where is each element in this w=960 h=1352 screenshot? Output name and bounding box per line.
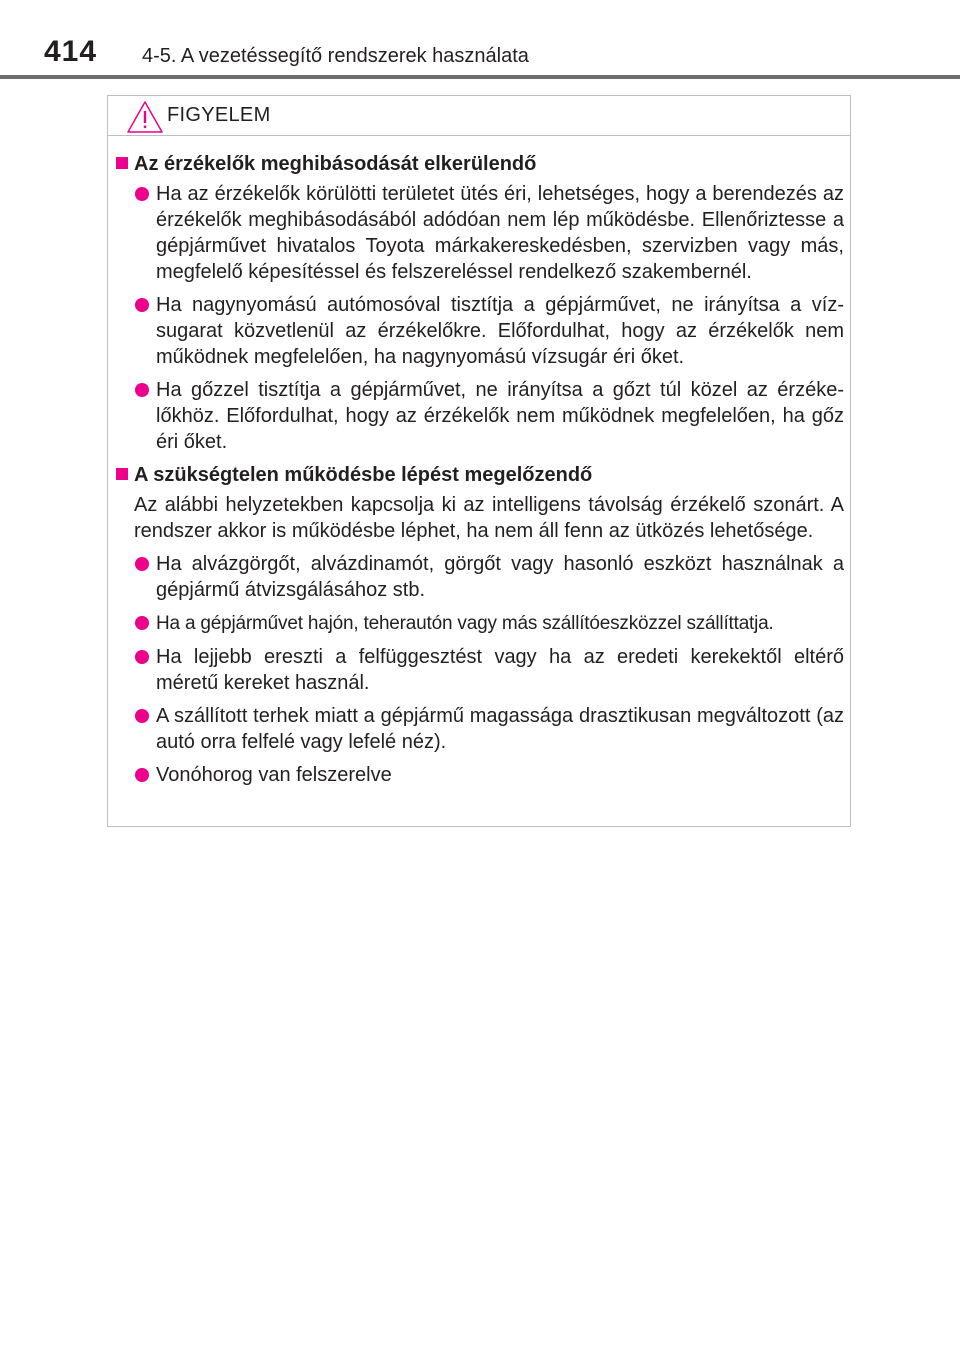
section-heading-text: Az érzékelők meghibásodását elkerülendő [134, 153, 537, 175]
round-bullet-icon [135, 383, 149, 397]
list-item-text: Ha a gépjárművet hajón, teherautón vagy más szállítóeszközzel szállíttatja. [156, 613, 774, 634]
list-item-text: A szállított terhek miatt a gépjármű magassága drasztikusan megváltozott (az autó orra felfelé vagy lefelé néz). [156, 705, 844, 753]
list-item [114, 181, 844, 285]
square-bullet-icon [116, 157, 128, 169]
warning-label: FIGYELEM [167, 104, 271, 126]
page-number: 414 [44, 35, 98, 68]
list-item-text: Ha lejjebb ereszti a felfüggesztést vagy ha az eredeti kerekektől eltérő méretű kereket használ. [156, 646, 844, 694]
round-bullet-icon [135, 709, 149, 723]
section-heading-text: A szükségtelen működésbe lépést megelőzendő [134, 464, 593, 486]
section-heading [114, 151, 844, 177]
warning-content [114, 151, 844, 795]
list-item-text: Ha gőzzel tisztítja a gépjárművet, ne irányítsa a gőzt túl közel az érzékelőkhöz. Előfordulhat, hogy az érzékelők nem működnek megfelelően, ha gőz éri őket. [156, 379, 844, 453]
section-heading [114, 462, 844, 488]
list-item-text: Ha az érzékelők körülötti területet ütés éri, lehetséges, hogy a berendezés az érzékelők meghibásodásából adódóan nem lép működésbe. Ellenőriztesse a gépjárművet hivatalos Toyota márkakereskedésben, szervizben vagy más, megfelelő képesítéssel és felszereléssel rendelkező szakembernél. [156, 183, 844, 283]
round-bullet-icon [135, 298, 149, 312]
page-header [0, 0, 960, 80]
round-bullet-icon [135, 650, 149, 664]
section-intro: Az alábbi helyzetekben kapcsolja ki az intelligens távolság érzékelő szonárt. A rendszer akkor is működésbe léphet, ha nem áll fenn az ütközés lehetősége. [134, 494, 844, 542]
section-title: 4-5. A vezetéssegítő rendszerek használata [142, 45, 529, 67]
list-item [114, 377, 844, 455]
warning-box [107, 95, 851, 827]
list-item [114, 644, 844, 696]
warning-triangle-icon [126, 100, 164, 134]
list-item [114, 703, 844, 755]
round-bullet-icon [135, 768, 149, 782]
list-item-text: Vonóhorog van felszerelve [156, 764, 392, 786]
list-item-text: Ha nagynyomású autómosóval tisztítja a gépjárművet, ne irányítsa a vízsugarat közvetlenül az érzékelőkre. Előfordulhat, hogy az érzékelők nem működnek megfelelően, ha nagynyomású vízsugár éri őket. [156, 294, 844, 368]
round-bullet-icon [135, 616, 149, 630]
square-bullet-icon [116, 468, 128, 480]
header-rule [0, 75, 960, 79]
list-item [114, 551, 844, 603]
list-item [114, 292, 844, 370]
round-bullet-icon [135, 187, 149, 201]
round-bullet-icon [135, 557, 149, 571]
list-item [114, 762, 844, 788]
list-item [114, 610, 844, 637]
list-item-text: Ha alvázgörgőt, alvázdinamót, görgőt vagy hasonló eszközt használnak a gépjármű átvizsgálásához stb. [156, 553, 844, 601]
warning-header [108, 96, 850, 136]
